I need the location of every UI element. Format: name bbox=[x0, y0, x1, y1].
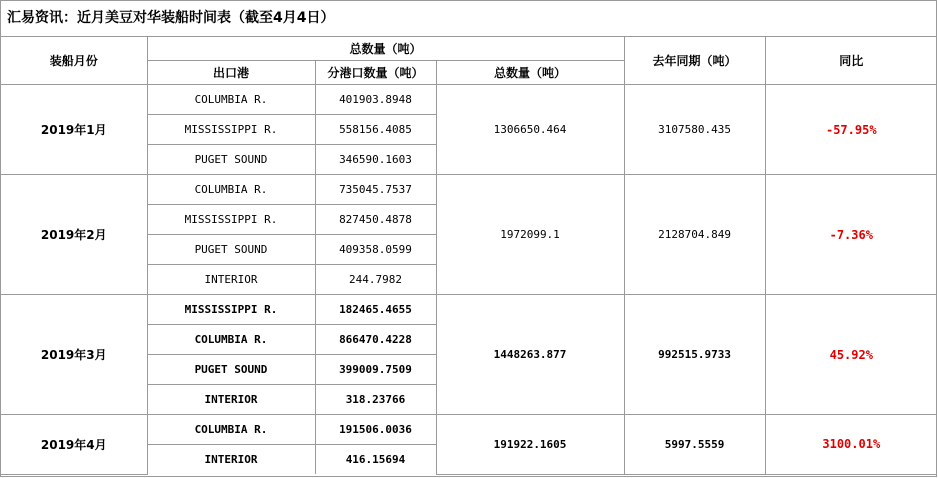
table-title: 汇易资讯：近月美豆对华装船时间表（截至4月4日） bbox=[1, 1, 936, 37]
total-cell: 1448263.877 bbox=[436, 295, 624, 415]
port-qty-cell: 866470.4228 bbox=[315, 325, 436, 355]
table-row bbox=[1, 295, 937, 325]
table-row bbox=[1, 85, 937, 115]
port-cell: MISSISSIPPI R. bbox=[147, 205, 315, 235]
month-cell: 2019年2月 bbox=[1, 175, 147, 295]
yoy-cell: -57.95% bbox=[765, 85, 937, 175]
port-cell: COLUMBIA R. bbox=[147, 415, 315, 445]
header-month: 装船月份 bbox=[1, 37, 147, 85]
port-qty-cell: 182465.4655 bbox=[315, 295, 436, 325]
yoy-cell: 3100.01% bbox=[765, 415, 937, 475]
port-qty-cell: 191506.0036 bbox=[315, 415, 436, 445]
port-cell: MISSISSIPPI R. bbox=[147, 295, 315, 325]
header-port-qty: 分港口数量（吨） bbox=[315, 61, 436, 85]
port-qty-cell: 399009.7509 bbox=[315, 355, 436, 385]
port-cell: INTERIOR bbox=[147, 265, 315, 295]
last-year-cell: 992515.9733 bbox=[624, 295, 765, 415]
port-cell: COLUMBIA R. bbox=[147, 85, 315, 115]
month-cell: 2019年4月 bbox=[1, 415, 147, 475]
port-cell: COLUMBIA R. bbox=[147, 175, 315, 205]
port-qty-cell: 401903.8948 bbox=[315, 85, 436, 115]
header-last-year: 去年同期（吨） bbox=[624, 37, 765, 85]
last-year-cell: 2128704.849 bbox=[624, 175, 765, 295]
total-cell: 191922.1605 bbox=[436, 415, 624, 475]
total-cell: 1972099.1 bbox=[436, 175, 624, 295]
last-year-cell: 5997.5559 bbox=[624, 415, 765, 475]
header-yoy: 同比 bbox=[765, 37, 937, 85]
port-qty-cell: 416.15694 bbox=[315, 445, 436, 475]
month-cell: 2019年1月 bbox=[1, 85, 147, 175]
port-qty-cell: 244.7982 bbox=[315, 265, 436, 295]
yoy-cell: 45.92% bbox=[765, 295, 937, 415]
header-row bbox=[1, 37, 937, 61]
port-qty-cell: 558156.4085 bbox=[315, 115, 436, 145]
port-qty-cell: 346590.1603 bbox=[315, 145, 436, 175]
header-total-group: 总数量（吨） bbox=[147, 37, 624, 61]
total-cell: 1306650.464 bbox=[436, 85, 624, 175]
port-cell: PUGET SOUND bbox=[147, 235, 315, 265]
port-qty-cell: 409358.0599 bbox=[315, 235, 436, 265]
table-row bbox=[1, 415, 937, 445]
header-port: 出口港 bbox=[147, 61, 315, 85]
port-cell: PUGET SOUND bbox=[147, 355, 315, 385]
month-cell: 2019年3月 bbox=[1, 295, 147, 415]
table-row bbox=[1, 175, 937, 205]
port-cell: COLUMBIA R. bbox=[147, 325, 315, 355]
header-total: 总数量（吨） bbox=[436, 61, 624, 85]
port-qty-cell: 318.23766 bbox=[315, 385, 436, 415]
last-year-cell: 3107580.435 bbox=[624, 85, 765, 175]
port-cell: PUGET SOUND bbox=[147, 145, 315, 175]
port-qty-cell: 735045.7537 bbox=[315, 175, 436, 205]
port-cell: INTERIOR bbox=[147, 445, 315, 475]
shipment-table bbox=[1, 37, 937, 475]
yoy-cell: -7.36% bbox=[765, 175, 937, 295]
port-qty-cell: 827450.4878 bbox=[315, 205, 436, 235]
port-cell: MISSISSIPPI R. bbox=[147, 115, 315, 145]
port-cell: INTERIOR bbox=[147, 385, 315, 415]
